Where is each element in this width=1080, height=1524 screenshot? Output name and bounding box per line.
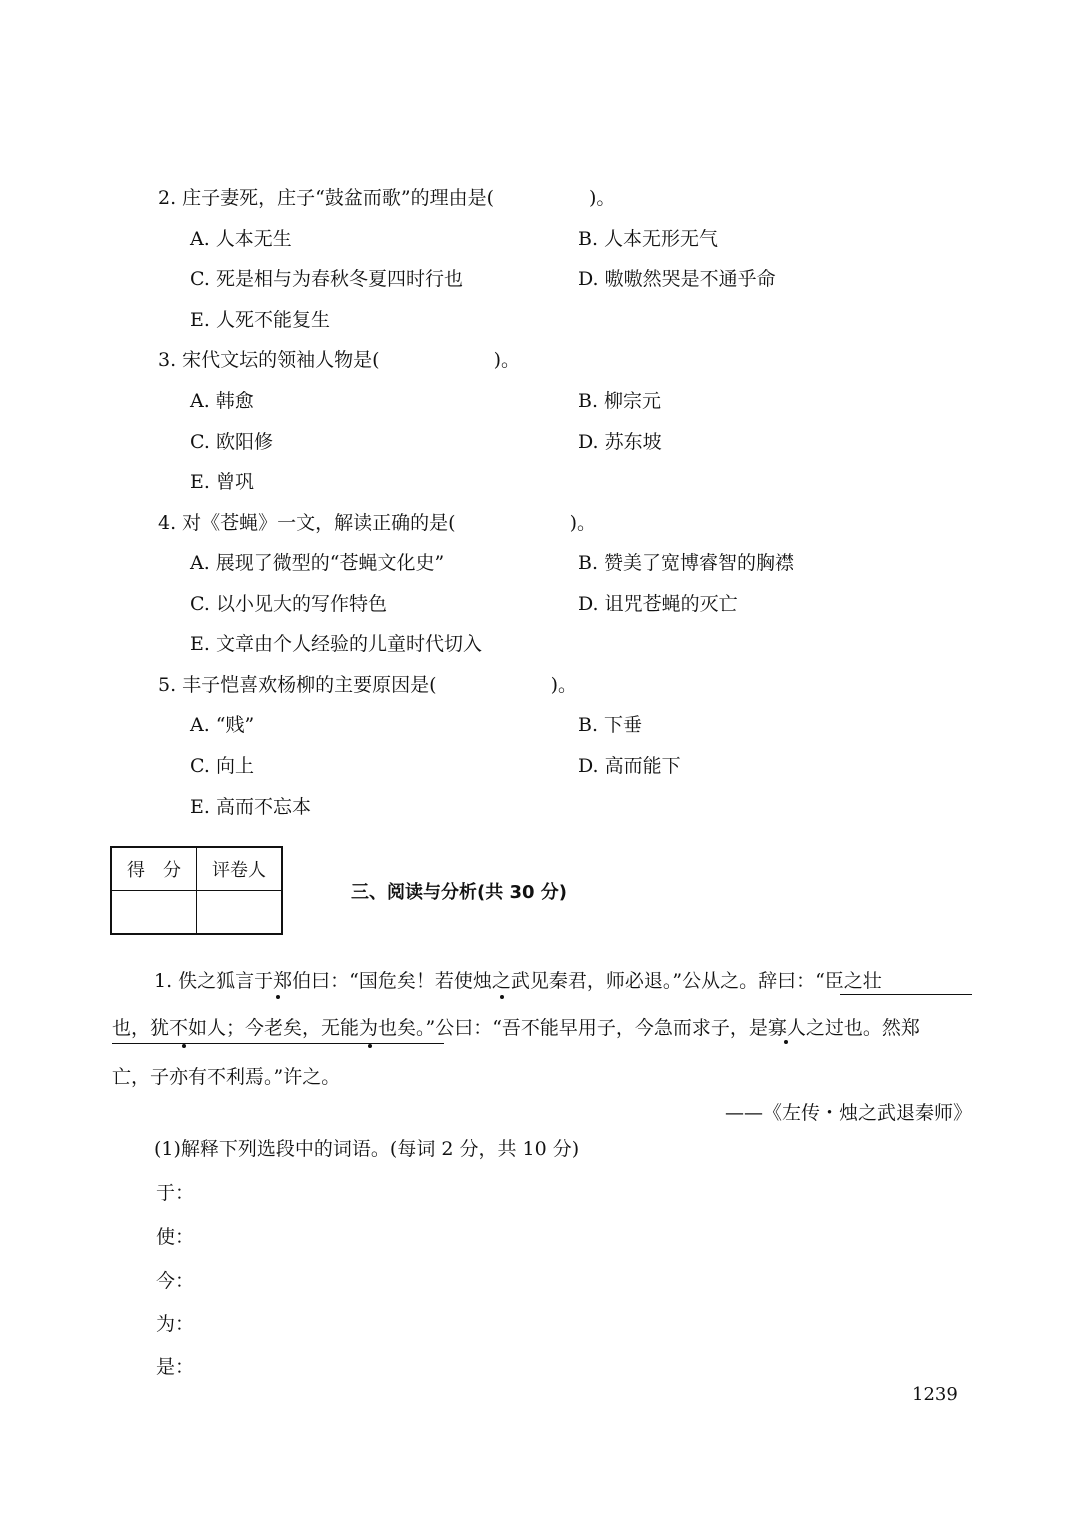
question-3-option-c[interactable]: C. 欧阳修 [190,431,273,453]
question-3-option-e[interactable]: E. 曾巩 [190,471,254,493]
question-5-option-d[interactable]: D. 高而能下 [578,755,681,777]
grader-cell[interactable] [197,891,283,935]
question-2-option-b[interactable]: B. 人本无形无气 [578,228,719,250]
term-label: 使： [156,1226,195,1248]
score-cell[interactable] [111,891,197,935]
page-number: 1239 [912,1384,958,1405]
question-4-option-c[interactable]: C. 以小见大的写作特色 [190,593,387,615]
passage-underline [112,1043,444,1044]
question-3-option-b[interactable]: B. 柳宗元 [578,390,662,412]
score-header: 得 分 [111,847,197,891]
question-3-option-d[interactable]: D. 苏东坡 [578,431,662,453]
question-4-stem: 4. 对《苍蝇》一文，解读正确的是( )。 [158,512,596,534]
question-5-stem: 5. 丰子恺喜欢杨柳的主要原因是( )。 [158,674,577,696]
emphasis-dot [368,1044,372,1048]
question-2-option-c[interactable]: C. 死是相与为春秋冬夏四时行也 [190,268,463,290]
term-label: 于： [156,1182,195,1204]
section-title: 三、阅读与分析(共 30 分) [351,882,568,903]
passage-source: ——《左传・烛之武退秦师》 [724,1102,972,1124]
question-4-option-b[interactable]: B. 赞美了宽博睿智的胸襟 [578,552,795,574]
emphasis-dot [500,995,504,999]
question-2-option-d[interactable]: D. 嗷嗷然哭是不通乎命 [578,268,776,290]
question-5-option-a[interactable]: A. “贱” [190,714,255,736]
sub-question-prompt: (1)解释下列选段中的词语。(每词 2 分，共 10 分) [154,1138,580,1160]
question-5-option-e[interactable]: E. 高而不忘本 [190,796,311,818]
question-2-stem: 2. 庄子妻死，庄子“鼓盆而歌”的理由是( )。 [158,187,616,209]
passage-line-2: 也，犹不如人；今老矣，无能为也矣。”公曰：“吾不能早用子，今急而求子，是寡人之过也。然郑 [112,1017,920,1039]
question-3-stem: 3. 宋代文坛的领袖人物是( )。 [158,349,520,371]
question-2-option-a[interactable]: A. 人本无生 [190,228,292,250]
score-table [110,846,283,935]
term-label: 是： [156,1356,195,1378]
passage-underline [840,994,972,995]
term-label: 为： [156,1313,195,1335]
emphasis-dot [276,995,280,999]
passage-line-1: 1. 佚之狐言于郑伯曰：“国危矣！若使烛之武见秦君，师必退。”公从之。辞曰：“臣之壮 [154,970,882,992]
grader-header: 评卷人 [197,847,283,891]
question-5-option-b[interactable]: B. 下垂 [578,714,643,736]
emphasis-dot [182,1044,186,1048]
question-4-option-a[interactable]: A. 展现了微型的“苍蝇文化史” [190,552,445,574]
question-2-option-e[interactable]: E. 人死不能复生 [190,309,330,331]
term-label: 今： [156,1270,195,1292]
passage-line-3: 亡，子亦有不利焉。”许之。 [112,1066,341,1088]
question-5-option-c[interactable]: C. 向上 [190,755,254,777]
emphasis-dot [784,1040,788,1044]
question-4-option-e[interactable]: E. 文章由个人经验的儿童时代切入 [190,633,482,655]
question-3-option-a[interactable]: A. 韩愈 [190,390,254,412]
question-4-option-d[interactable]: D. 诅咒苍蝇的灭亡 [578,593,738,615]
